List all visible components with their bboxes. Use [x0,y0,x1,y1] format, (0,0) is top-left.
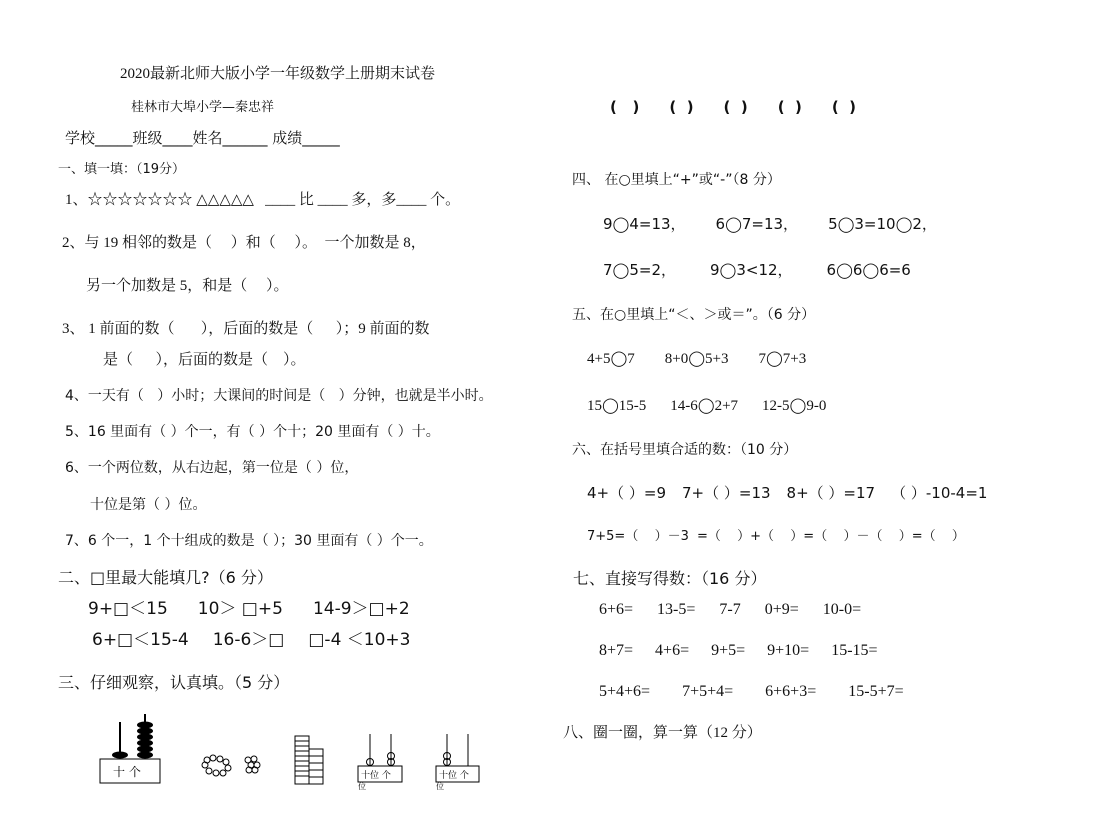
ten-sticks [295,736,323,784]
expression-item: 9◯4=13， [603,215,686,233]
expression-item: ( ) [831,98,857,116]
section5-heading: 五、在○里填上“＜、＞或＝”。（6 分） [572,307,816,323]
expression-item: 6+6= [599,601,634,618]
expression-item: 16-6＞□ [212,630,285,650]
expression-item: ( ) [669,98,694,116]
expression-item: （ ）-10-4=1 [891,484,988,502]
abacus-2-sub: 位 [358,782,366,791]
section7-row-3 [599,684,904,700]
question-4: 4、一天有（ ）小时；大课间的时间是（ ）分钟，也就是半小时。 [65,388,493,404]
expression-item: 7-7 [719,601,741,618]
abacus-3-label: 十位 个 [439,771,469,781]
question-2a: 2、与 19 相邻的数是（ ）和（ ）。 一个加数是 8， [62,235,426,251]
expression-item: 10＞ □+5 [197,599,283,619]
expression-item: 8+（ ）=17 [786,484,876,502]
author-line: 桂林市大埠小学—秦忠祥 [131,100,275,115]
expression-item: □-4 ＜10+3 [308,630,411,650]
expression-item: 7+（ ）=13 [682,484,771,502]
expression-item: 4+6= [655,642,690,659]
abacus-1 [100,714,160,783]
expression-item: 4+（ ）=9 [587,484,666,502]
section7-row-2 [599,643,878,659]
section6-row-1 [587,486,987,501]
expression-item: 14-9＞□+2 [312,599,410,619]
section4-row-2 [603,263,911,278]
expression-item: 9+□＜15 [88,599,168,619]
expression-item: 10-0= [822,601,862,618]
section6-row-2: 7+5=（ ）－3 =（ ）+（ ）=（ ）－（ ）=（ ） [587,529,965,544]
expression-item: 9+10= [767,642,810,659]
section5-row-1 [587,352,806,367]
abacus-3-sub: 位 [436,782,444,791]
question-3a: 3、 1 前面的数（ ），后面的数是（ ）；9 前面的数 [62,321,430,337]
section2-row-2 [92,632,410,649]
expression-item: 8+0◯5+3 [664,351,729,367]
abacus-3 [436,734,479,791]
expression-item: 9+5= [711,642,746,659]
expression-item: 7◯7+3 [758,351,807,367]
expression-item: 4+5◯7 [587,351,635,367]
abacus-1-label: 十 个 [113,765,141,779]
expression-item: 15-15= [831,642,878,659]
section6-heading: 六、在括号里填合适的数：（10 分） [572,442,798,458]
student-info-line: 学校_____班级____姓名______ 成绩_____ [65,129,340,147]
expression-item: 6+6+3= [765,683,817,700]
question-2b: 另一个加数是 5，和是（ ）。 [86,278,289,294]
section2-heading: 二、□里最大能填几?（6 分） [58,568,273,587]
question-7: 7、6 个一，1 个十组成的数是（ ）；30 里面有（ ）个一。 [65,533,433,549]
section5-row-2 [587,399,826,414]
expression-item: 6◯7=13， [715,215,799,233]
expression-item: 7+5+4= [682,683,734,700]
exam-title: 2020最新北师大版小学一年级数学上册期末试卷 [120,66,436,82]
expression-item: 13-5= [657,601,696,618]
bead-groups [202,755,260,776]
section2-row-1 [88,601,410,618]
expression-item: ( ) [723,98,748,116]
section4-heading: 四、 在○里填上“+”或“-”（8 分） [572,172,781,188]
abacus-2-label: 十位 个 [361,771,391,781]
section4-row-1 [603,217,937,232]
expression-item: 15-5+7= [848,683,904,700]
expression-item: 9◯3<12， [710,261,793,279]
expression-item: 5◯3=10◯2， [828,215,937,233]
expression-item: 12-5◯9-0 [762,398,827,414]
abacus-2 [358,734,402,791]
question-6a: 6、一个两位数，从右边起，第一位是（ ）位， [65,460,359,476]
expression-item: 6◯6◯6=6 [826,261,911,279]
expression-item: 6+□＜15-4 [92,630,189,650]
section7-row-1 [599,602,861,618]
section7-heading: 七、直接写得数：（16 分） [573,569,767,588]
expression-item: ( ) [777,98,802,116]
section8-heading: 八、圈一圈，算一算（12 分） [563,725,762,741]
section3-answer-blanks [610,100,856,115]
question-1: 1、☆☆☆☆☆☆☆ △△△△△ ____ 比 ____ 多，多____ 个。 [65,192,461,208]
expression-item: 15◯15-5 [587,398,647,414]
expression-item: 5+4+6= [599,683,651,700]
expression-item: ( ) [610,98,640,116]
section1-heading: 一、填一填：（19分） [58,162,186,177]
question-3b: 是（ ），后面的数是（ ）。 [103,352,306,368]
section3-heading: 三、仔细观察，认真填。（5 分） [58,673,290,692]
expression-item: 14-6◯2+7 [670,398,739,414]
expression-item: 0+9= [764,601,799,618]
question-5: 5、16 里面有（ ）个一，有（ ）个十；20 里面有（ ）十。 [65,424,440,440]
expression-item: 7◯5=2， [603,261,676,279]
question-6b: 十位是第（ ）位。 [90,497,207,513]
counting-illustrations [95,712,495,792]
expression-item: 8+7= [599,642,634,659]
